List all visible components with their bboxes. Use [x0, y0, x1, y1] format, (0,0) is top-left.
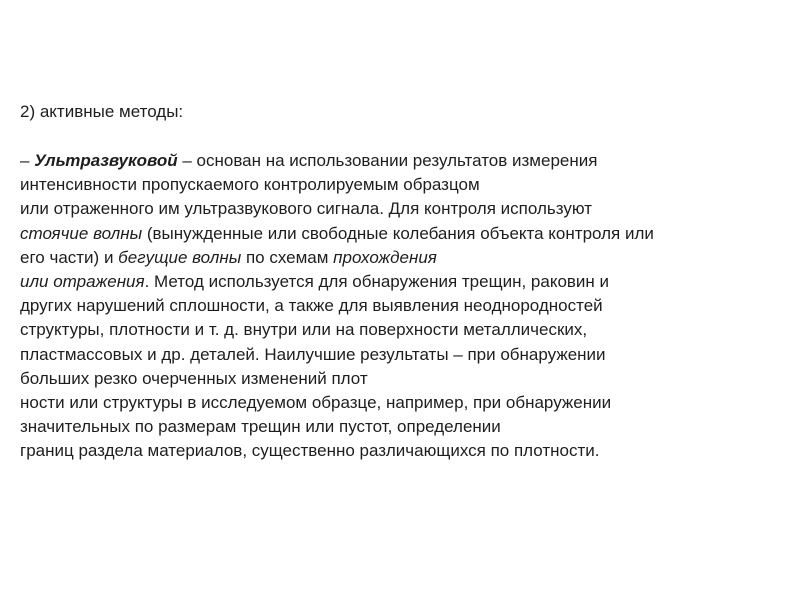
- text-run: –: [20, 151, 35, 170]
- text-line: [20, 246, 790, 270]
- text-run: – основан на использовании результатов измерения: [177, 151, 598, 170]
- text-run: по схемам: [241, 247, 334, 267]
- text-run: или отраженного им ультразвукового сигнала. Для контроля используют: [20, 199, 592, 219]
- text-line: [20, 391, 790, 415]
- text-line: [20, 415, 790, 439]
- text-run: интенсивности пропускаемого контролируемым образцом: [20, 175, 480, 195]
- text-line: [20, 294, 790, 318]
- text-run: других нарушений сплошности, а также для выявления неоднородностей: [20, 296, 603, 316]
- text-line: [20, 343, 790, 367]
- text-run: структуры, плотности и т. д. внутри или на поверхности металлических,: [20, 320, 588, 340]
- text-run: больших резко очерченных изменений плот: [20, 368, 368, 388]
- text-line: [20, 149, 790, 173]
- bold-italic-term: Ультразвуковой: [34, 151, 178, 170]
- text-run: (вынужденные или свободные колебания объекта контроля или: [142, 223, 654, 243]
- body-paragraph: [20, 149, 790, 464]
- section-heading: 2) активные методы:: [20, 102, 184, 121]
- italic-term: или отражения: [20, 272, 145, 292]
- text-run: его части) и: [20, 247, 119, 267]
- text-line: [20, 222, 790, 246]
- text-run: . Метод используется для обнаружения трещин, раковин и: [144, 272, 610, 292]
- text-line: [20, 197, 790, 221]
- text-run: значительных по размерам трещин или пустот, определении: [20, 417, 501, 437]
- text-run: пластмассовых и др. деталей. Наилучшие результаты – при обнаружении: [20, 344, 606, 364]
- italic-term: стоячие волны: [20, 223, 143, 243]
- italic-term: бегущие волны: [118, 247, 242, 267]
- text-run: границ раздела материалов, существенно различающихся по плотности.: [20, 441, 600, 461]
- italic-term: прохождения: [333, 247, 437, 267]
- text-line: [20, 318, 790, 342]
- text-line: [20, 439, 790, 463]
- text-line: [20, 367, 790, 391]
- text-line: [20, 270, 790, 294]
- text-line: [20, 173, 790, 197]
- text-run: ности или структуры в исследуемом образце, например, при обнаружении: [20, 393, 612, 413]
